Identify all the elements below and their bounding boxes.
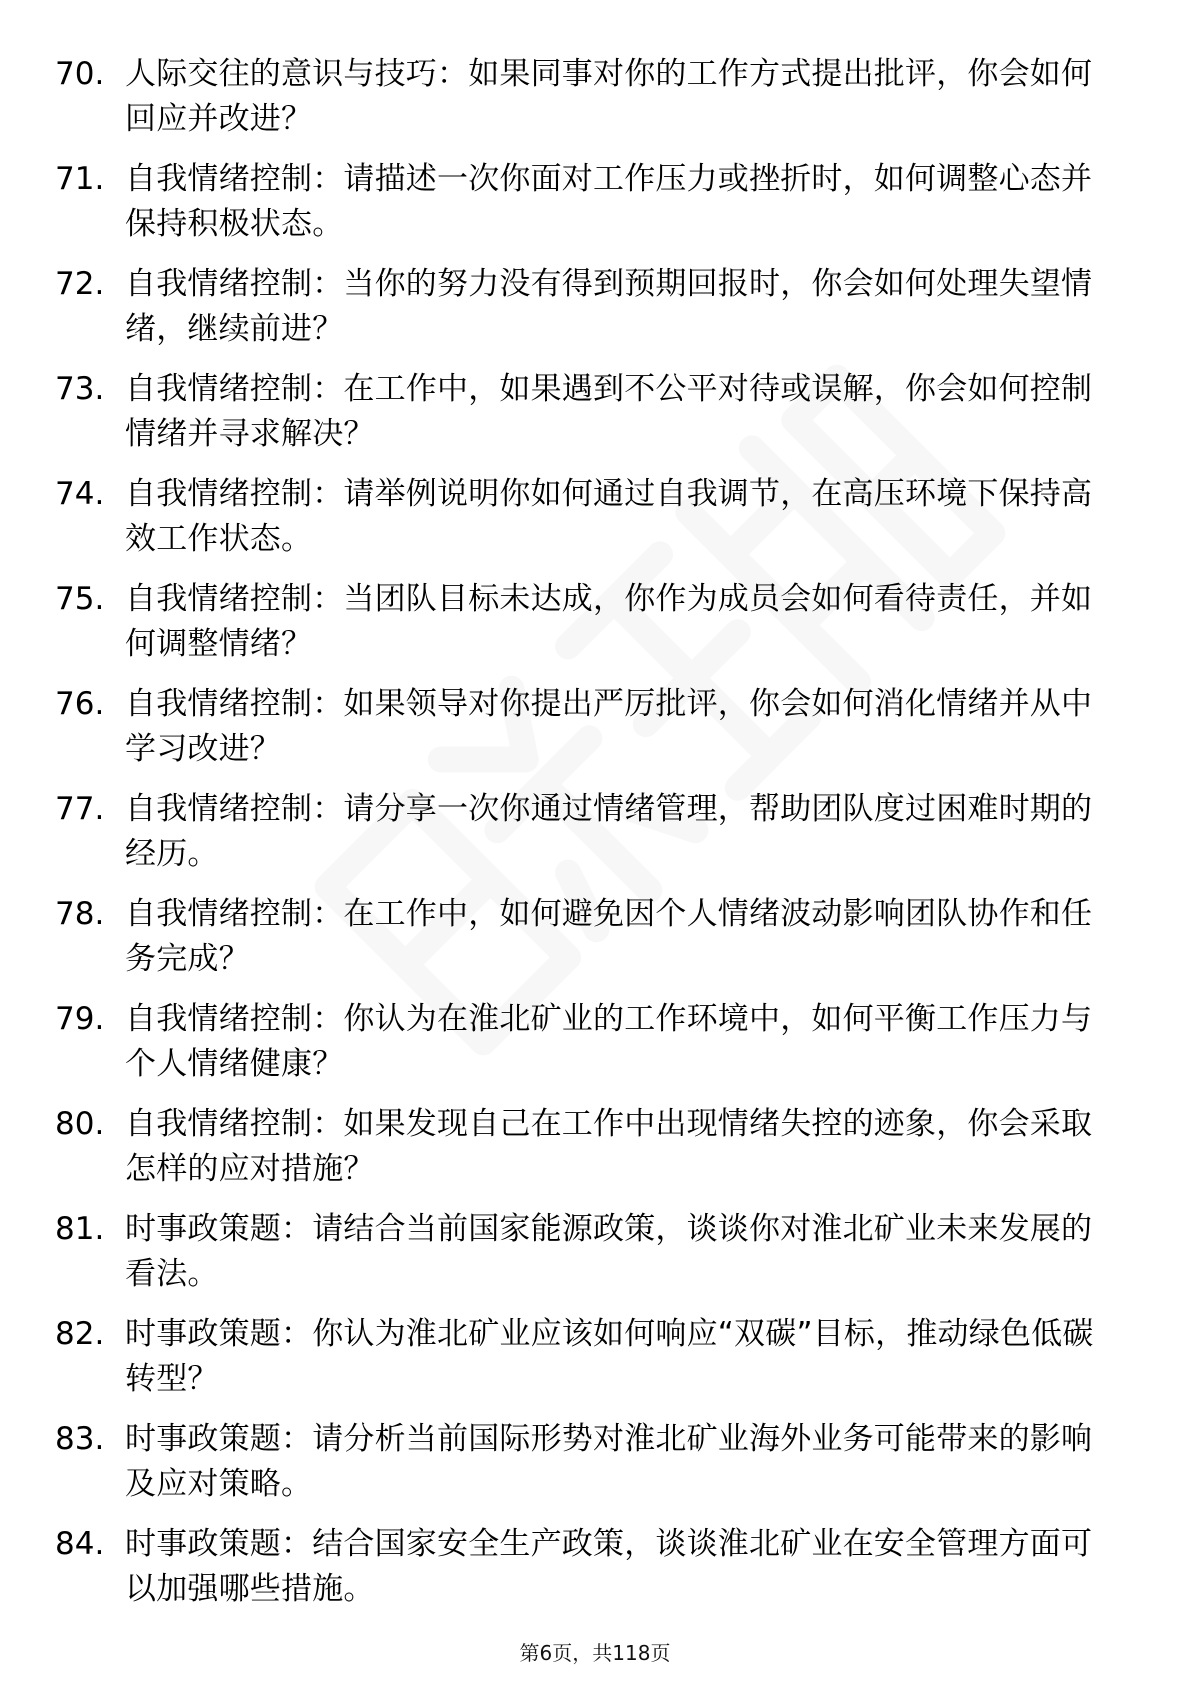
question-item [55,1102,1115,1192]
question-item [55,892,1115,982]
question-item [55,472,1115,562]
question-number: 71. [55,161,105,197]
question-item [55,1522,1115,1612]
question-number: 79. [55,1001,105,1037]
question-number: 72. [55,266,105,302]
question-item [55,682,1115,772]
question-number: 77. [55,791,105,827]
question-text: 自我情绪控制：请分享一次你通过情绪管理，帮助团队度过困难时期的经历。 [125,791,1093,872]
question-text: 自我情绪控制：当你的努力没有得到预期回报时，你会如何处理失望情绪，继续前进？ [125,266,1093,347]
question-number: 74. [55,476,105,512]
question-item [55,157,1115,247]
question-number: 75. [55,581,105,617]
question-item [55,1417,1115,1507]
question-number: 70. [55,56,105,92]
question-item [55,1207,1115,1297]
question-text: 自我情绪控制：当团队目标未达成，你作为成员会如何看待责任，并如何调整情绪？ [125,581,1093,662]
question-number: 80. [55,1106,105,1142]
question-text: 时事政策题：请分析当前国际形势对淮北矿业海外业务可能带来的影响及应对策略。 [125,1421,1093,1502]
question-text: 人际交往的意识与技巧：如果同事对你的工作方式提出批评，你会如何回应并改进？ [125,56,1093,137]
question-item [55,367,1115,457]
question-text: 自我情绪控制：你认为在淮北矿业的工作环境中，如何平衡工作压力与个人情绪健康？ [125,1001,1093,1082]
question-text: 自我情绪控制：在工作中，如果遇到不公平对待或误解，你会如何控制情绪并寻求解决？ [125,371,1093,452]
question-number: 73. [55,371,105,407]
question-number: 84. [55,1526,105,1562]
question-text: 自我情绪控制：如果发现自己在工作中出现情绪失控的迹象，你会采取怎样的应对措施？ [125,1106,1093,1187]
question-number: 78. [55,896,105,932]
question-item [55,262,1115,352]
question-text: 自我情绪控制：请举例说明你如何通过自我调节，在高压环境下保持高效工作状态。 [125,476,1093,557]
question-text: 时事政策题：你认为淮北矿业应该如何响应“双碳”目标，推动绿色低碳转型？ [125,1316,1094,1397]
question-text: 自我情绪控制：如果领导对你提出严厉批评，你会如何消化情绪并从中学习改进？ [125,686,1093,767]
page-number-label: 第6页，共118页 [519,1641,671,1665]
question-item [55,577,1115,667]
question-item [55,1312,1115,1402]
question-text: 自我情绪控制：在工作中，如何避免因个人情绪波动影响团队协作和任务完成？ [125,896,1093,977]
question-number: 81. [55,1211,105,1247]
question-text: 时事政策题：结合国家安全生产政策，谈谈淮北矿业在安全管理方面可以加强哪些措施。 [125,1526,1093,1607]
question-item [55,787,1115,877]
question-text: 时事政策题：请结合当前国家能源政策，谈谈你对淮北矿业未来发展的看法。 [125,1211,1093,1292]
page-footer [0,1640,1190,1666]
question-text: 自我情绪控制：请描述一次你面对工作压力或挫折时，如何调整心态并保持积极状态。 [125,161,1093,242]
question-number: 82. [55,1316,105,1352]
question-item [55,52,1115,142]
question-list [55,52,1115,1627]
question-number: 83. [55,1421,105,1457]
question-item [55,997,1115,1087]
question-number: 76. [55,686,105,722]
